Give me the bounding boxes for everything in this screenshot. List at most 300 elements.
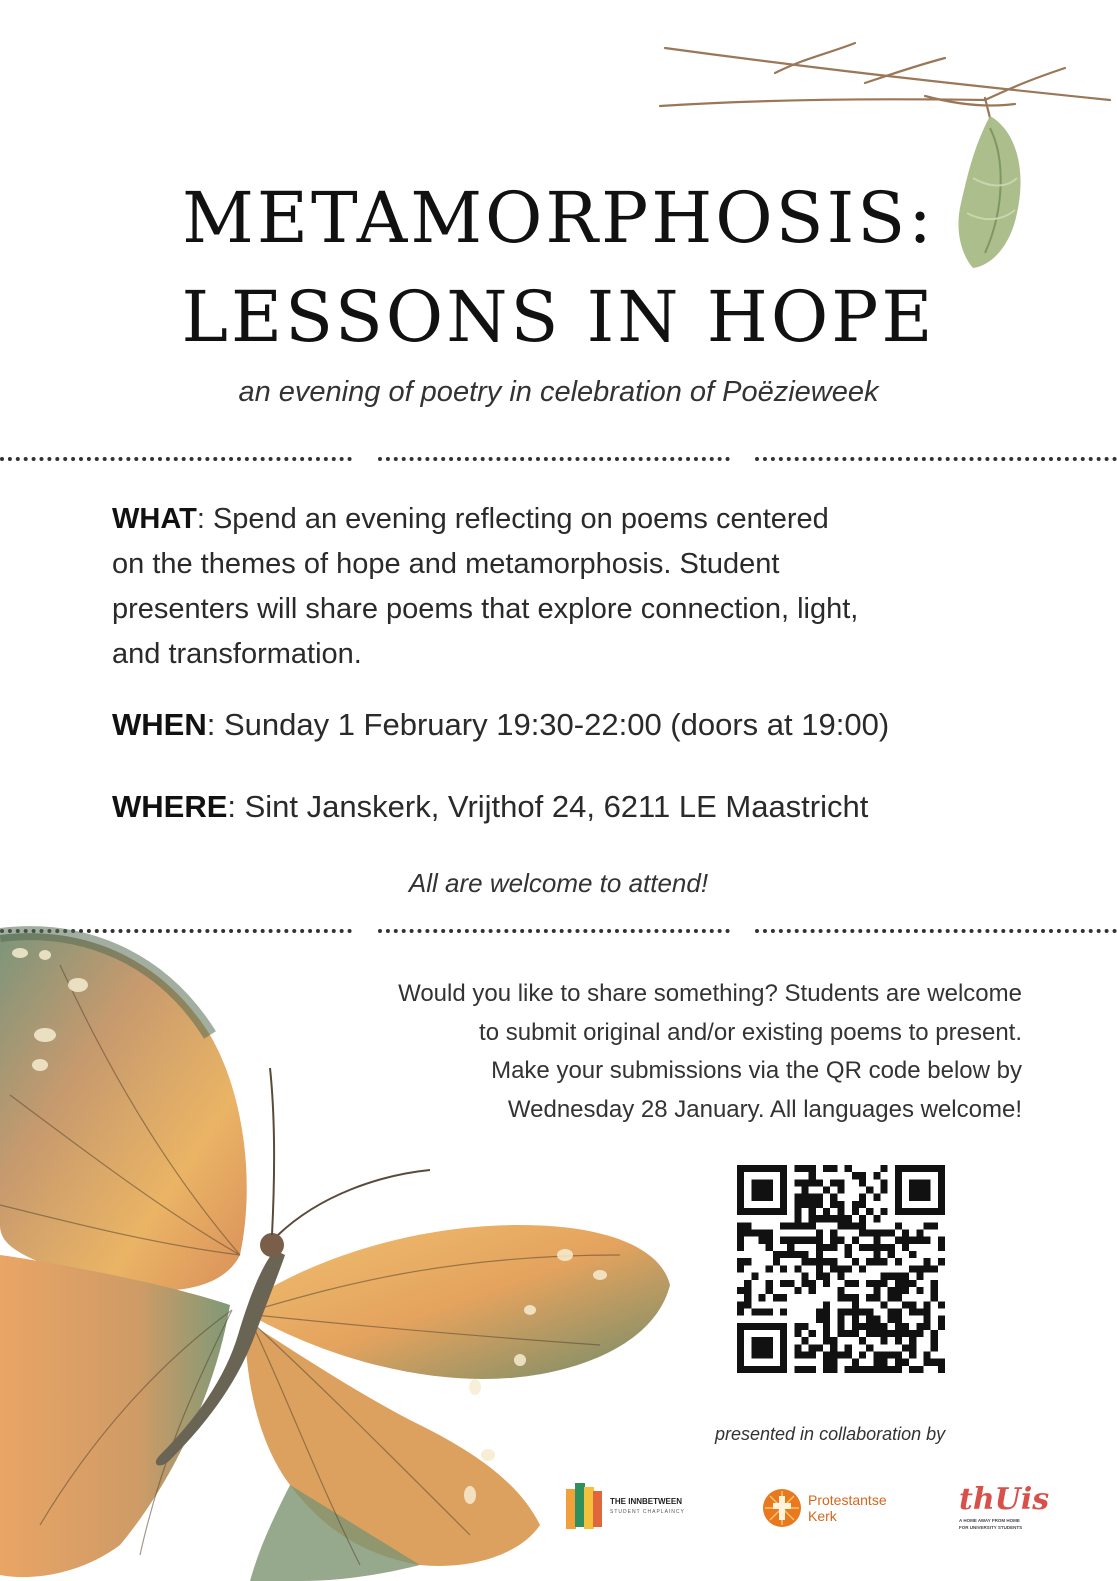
qr-module	[823, 1165, 830, 1172]
qr-module	[794, 1194, 801, 1201]
qr-module	[773, 1323, 780, 1330]
qr-module	[837, 1201, 844, 1208]
qr-module	[816, 1251, 823, 1258]
qr-module	[780, 1359, 787, 1366]
qr-module	[931, 1165, 938, 1172]
qr-module	[873, 1172, 880, 1179]
qr-module	[737, 1222, 744, 1229]
qr-module	[766, 1280, 773, 1287]
qr-module	[802, 1366, 809, 1373]
qr-module	[794, 1265, 801, 1272]
qr-module	[866, 1258, 873, 1265]
qr-module	[773, 1251, 780, 1258]
qr-module	[737, 1230, 744, 1237]
qr-module	[866, 1330, 873, 1337]
qr-module	[916, 1165, 923, 1172]
qr-module	[873, 1316, 880, 1323]
qr-module	[909, 1301, 916, 1308]
qr-module	[923, 1187, 930, 1194]
qr-module	[780, 1237, 787, 1244]
qr-module	[837, 1294, 844, 1301]
qr-module	[852, 1201, 859, 1208]
qr-module	[880, 1187, 887, 1194]
qr-module	[845, 1330, 852, 1337]
qr-module	[744, 1301, 751, 1308]
qr-module	[780, 1337, 787, 1344]
qr-module	[780, 1294, 787, 1301]
qr-module	[737, 1330, 744, 1337]
where-label: WHERE	[112, 789, 228, 824]
qr-module	[938, 1323, 945, 1330]
qr-module	[809, 1237, 816, 1244]
qr-module	[823, 1351, 830, 1358]
qr-module	[837, 1187, 844, 1194]
qr-module	[766, 1244, 773, 1251]
qr-module	[737, 1359, 744, 1366]
qr-module	[737, 1366, 744, 1373]
qr-module	[845, 1165, 852, 1172]
qr-module	[895, 1351, 902, 1358]
qr-module	[931, 1208, 938, 1215]
qr-module	[787, 1280, 794, 1287]
qr-module	[852, 1359, 859, 1366]
qr-module	[923, 1208, 930, 1215]
qr-module	[759, 1323, 766, 1330]
innbetween-name: THE INNBETWEEN	[610, 1497, 682, 1506]
qr-code[interactable]	[737, 1165, 945, 1373]
qr-module	[823, 1244, 830, 1251]
qr-module	[938, 1244, 945, 1251]
qr-module	[794, 1165, 801, 1172]
qr-module	[809, 1179, 816, 1186]
qr-module	[737, 1201, 744, 1208]
qr-module	[845, 1280, 852, 1287]
qr-module	[802, 1187, 809, 1194]
qr-module	[751, 1273, 758, 1280]
title-line-1: METAMORPHOSIS:	[182, 177, 935, 259]
qr-module	[737, 1244, 744, 1251]
qr-module	[816, 1273, 823, 1280]
qr-module	[931, 1344, 938, 1351]
qr-module	[895, 1237, 902, 1244]
qr-module	[845, 1366, 852, 1373]
qr-module	[852, 1301, 859, 1308]
qr-module	[823, 1330, 830, 1337]
qr-module	[802, 1179, 809, 1186]
qr-module	[923, 1316, 930, 1323]
qr-module	[866, 1280, 873, 1287]
qr-module	[780, 1265, 787, 1272]
qr-module	[931, 1359, 938, 1366]
qr-module	[895, 1337, 902, 1344]
qr-module	[830, 1344, 837, 1351]
qr-module	[823, 1366, 830, 1373]
innbetween-logo	[566, 1483, 706, 1533]
qr-module	[794, 1201, 801, 1208]
qr-module	[802, 1222, 809, 1229]
qr-module	[823, 1359, 830, 1366]
qr-module	[909, 1208, 916, 1215]
thuis-sub-1: A HOME AWAY FROM HOME	[959, 1518, 1020, 1523]
qr-module	[909, 1337, 916, 1344]
qr-module	[787, 1244, 794, 1251]
qr-module	[737, 1208, 744, 1215]
qr-module	[780, 1201, 787, 1208]
qr-module	[837, 1287, 844, 1294]
qr-module	[759, 1194, 766, 1201]
collaboration-label: presented in collaboration by	[715, 1424, 946, 1444]
qr-module	[759, 1165, 766, 1172]
qr-module	[830, 1179, 837, 1186]
qr-module	[859, 1172, 866, 1179]
qr-module	[916, 1273, 923, 1280]
qr-module	[852, 1172, 859, 1179]
qr-module	[809, 1208, 816, 1215]
qr-module	[873, 1251, 880, 1258]
qr-module	[909, 1179, 916, 1186]
qr-module	[809, 1222, 816, 1229]
qr-module	[938, 1366, 945, 1373]
qr-module	[852, 1222, 859, 1229]
qr-module	[909, 1194, 916, 1201]
qr-module	[880, 1359, 887, 1366]
qr-module	[859, 1215, 866, 1222]
qr-module	[902, 1359, 909, 1366]
qr-module	[802, 1201, 809, 1208]
qr-module	[837, 1323, 844, 1330]
what-label: WHAT	[112, 503, 197, 535]
qr-module	[866, 1316, 873, 1323]
qr-module	[802, 1194, 809, 1201]
qr-module	[780, 1172, 787, 1179]
thuis-name: thUis	[959, 1482, 1050, 1517]
qr-module	[909, 1187, 916, 1194]
qr-module	[744, 1287, 751, 1294]
qr-module	[845, 1222, 852, 1229]
qr-module	[931, 1280, 938, 1287]
qr-module	[744, 1222, 751, 1229]
qr-module	[787, 1251, 794, 1258]
what-section	[112, 497, 1032, 677]
qr-module	[737, 1301, 744, 1308]
qr-module	[873, 1215, 880, 1222]
qr-module	[780, 1179, 787, 1186]
subtitle: an evening of poetry in celebration of Poëzieweek	[238, 376, 879, 408]
protestantse-line-1: Protestantse	[808, 1492, 887, 1508]
qr-module	[737, 1237, 744, 1244]
qr-module	[737, 1172, 744, 1179]
qr-module	[823, 1301, 830, 1308]
innbetween-sub: STUDENT CHAPLAINCY	[610, 1509, 685, 1515]
qr-module	[809, 1344, 816, 1351]
qr-module	[938, 1301, 945, 1308]
qr-module	[809, 1172, 816, 1179]
thuis-logo	[955, 1482, 1050, 1536]
qr-module	[816, 1258, 823, 1265]
qr-module	[895, 1187, 902, 1194]
qr-module	[938, 1172, 945, 1179]
qr-module	[902, 1344, 909, 1351]
qr-module	[909, 1280, 916, 1287]
qr-module	[816, 1316, 823, 1323]
qr-module	[909, 1308, 916, 1315]
qr-module	[766, 1179, 773, 1186]
submission-line-3: Make your submissions via the QR code below by	[491, 1057, 1022, 1084]
qr-module	[859, 1265, 866, 1272]
qr-module	[895, 1280, 902, 1287]
qr-module	[852, 1280, 859, 1287]
qr-module	[759, 1179, 766, 1186]
qr-module	[859, 1230, 866, 1237]
qr-module	[809, 1194, 816, 1201]
qr-module	[737, 1344, 744, 1351]
protestantse-line-2: Kerk	[808, 1508, 837, 1524]
qr-module	[780, 1351, 787, 1358]
qr-module	[773, 1294, 780, 1301]
divider-top-1	[0, 457, 352, 461]
qr-module	[802, 1337, 809, 1344]
qr-module	[888, 1330, 895, 1337]
qr-module	[737, 1287, 744, 1294]
qr-module	[773, 1165, 780, 1172]
qr-module	[823, 1208, 830, 1215]
qr-module	[823, 1337, 830, 1344]
qr-module	[909, 1237, 916, 1244]
qr-module	[873, 1330, 880, 1337]
qr-module	[909, 1351, 916, 1358]
qr-module	[902, 1330, 909, 1337]
qr-module	[830, 1201, 837, 1208]
qr-module	[909, 1330, 916, 1337]
qr-module	[895, 1316, 902, 1323]
qr-module	[895, 1287, 902, 1294]
qr-module	[759, 1308, 766, 1315]
qr-module	[823, 1187, 830, 1194]
qr-module	[859, 1308, 866, 1315]
qr-module	[837, 1237, 844, 1244]
qr-module	[816, 1215, 823, 1222]
title-line-2: LESSONS IN HOPE	[181, 276, 936, 358]
qr-module	[859, 1323, 866, 1330]
qr-module	[802, 1351, 809, 1358]
qr-module	[830, 1258, 837, 1265]
qr-module	[859, 1179, 866, 1186]
qr-module	[780, 1222, 787, 1229]
qr-module	[794, 1237, 801, 1244]
qr-module	[766, 1308, 773, 1315]
qr-module	[923, 1194, 930, 1201]
qr-module	[888, 1351, 895, 1358]
qr-module	[737, 1265, 744, 1272]
qr-module	[859, 1351, 866, 1358]
qr-module	[880, 1337, 887, 1344]
qr-module	[766, 1208, 773, 1215]
qr-module	[859, 1337, 866, 1344]
qr-module	[888, 1316, 895, 1323]
qr-module	[830, 1237, 837, 1244]
qr-module	[902, 1301, 909, 1308]
qr-module	[751, 1165, 758, 1172]
qr-module	[895, 1165, 902, 1172]
qr-module	[909, 1265, 916, 1272]
qr-module	[802, 1237, 809, 1244]
qr-module	[737, 1165, 744, 1172]
qr-module	[938, 1258, 945, 1265]
qr-module	[809, 1330, 816, 1337]
qr-module	[780, 1330, 787, 1337]
qr-module	[837, 1316, 844, 1323]
qr-module	[744, 1280, 751, 1287]
qr-module	[802, 1323, 809, 1330]
qr-module	[880, 1165, 887, 1172]
qr-module	[837, 1265, 844, 1272]
qr-module	[773, 1366, 780, 1373]
qr-module	[931, 1265, 938, 1272]
qr-module	[737, 1323, 744, 1330]
qr-module	[916, 1366, 923, 1373]
qr-module	[895, 1366, 902, 1373]
qr-module	[859, 1222, 866, 1229]
qr-module	[859, 1194, 866, 1201]
qr-module	[744, 1208, 751, 1215]
qr-module	[873, 1194, 880, 1201]
qr-module	[916, 1287, 923, 1294]
qr-module	[794, 1366, 801, 1373]
qr-module	[823, 1258, 830, 1265]
qr-module	[880, 1179, 887, 1186]
qr-module	[830, 1366, 837, 1373]
qr-module	[845, 1351, 852, 1358]
qr-module	[938, 1359, 945, 1366]
qr-module	[888, 1244, 895, 1251]
qr-module	[895, 1194, 902, 1201]
qr-module	[916, 1230, 923, 1237]
qr-module	[794, 1222, 801, 1229]
qr-module	[931, 1294, 938, 1301]
qr-module	[837, 1179, 844, 1186]
qr-module	[923, 1359, 930, 1366]
qr-module	[902, 1237, 909, 1244]
qr-module	[916, 1187, 923, 1194]
qr-module	[766, 1323, 773, 1330]
what-line-1: : Spend an evening reflecting on poems centered	[196, 503, 829, 535]
qr-module	[823, 1323, 830, 1330]
qr-module	[902, 1208, 909, 1215]
qr-module	[902, 1287, 909, 1294]
submission-text	[262, 975, 1022, 1129]
qr-module	[888, 1230, 895, 1237]
qr-module	[794, 1179, 801, 1186]
qr-module	[880, 1230, 887, 1237]
qr-module	[823, 1308, 830, 1315]
qr-module	[866, 1187, 873, 1194]
qr-module	[809, 1287, 816, 1294]
qr-module	[830, 1215, 837, 1222]
qr-module	[909, 1366, 916, 1373]
qr-module	[852, 1258, 859, 1265]
qr-module	[780, 1208, 787, 1215]
qr-module	[845, 1344, 852, 1351]
qr-module	[737, 1258, 744, 1265]
qr-module	[830, 1230, 837, 1237]
qr-module	[895, 1308, 902, 1315]
qr-module	[766, 1337, 773, 1344]
qr-module	[895, 1273, 902, 1280]
qr-module	[837, 1222, 844, 1229]
qr-module	[873, 1287, 880, 1294]
qr-module	[859, 1201, 866, 1208]
what-line-4: and transformation.	[112, 638, 362, 670]
qr-module	[852, 1323, 859, 1330]
qr-module	[873, 1366, 880, 1373]
qr-module	[916, 1237, 923, 1244]
qr-module	[923, 1351, 930, 1358]
qr-module	[759, 1187, 766, 1194]
qr-module	[830, 1165, 837, 1172]
qr-module	[766, 1287, 773, 1294]
qr-module	[823, 1215, 830, 1222]
qr-module	[916, 1179, 923, 1186]
qr-module	[888, 1366, 895, 1373]
qr-module	[794, 1351, 801, 1358]
qr-module	[852, 1237, 859, 1244]
qr-module	[880, 1280, 887, 1287]
qr-module	[909, 1251, 916, 1258]
qr-module	[931, 1222, 938, 1229]
qr-module	[880, 1301, 887, 1308]
qr-module	[895, 1330, 902, 1337]
qr-module	[938, 1208, 945, 1215]
qr-module	[852, 1366, 859, 1373]
qr-module	[866, 1366, 873, 1373]
sunburst-cross-icon	[762, 1488, 802, 1528]
what-line-2: on the themes of hope and metamorphosis. Student	[112, 548, 780, 580]
when-section	[112, 702, 1032, 747]
qr-module	[830, 1337, 837, 1344]
qr-module	[802, 1251, 809, 1258]
qr-module	[751, 1187, 758, 1194]
qr-module	[873, 1244, 880, 1251]
qr-module	[744, 1258, 751, 1265]
qr-module	[744, 1323, 751, 1330]
qr-module	[816, 1179, 823, 1186]
qr-module	[816, 1265, 823, 1272]
qr-module	[787, 1222, 794, 1229]
qr-module	[880, 1323, 887, 1330]
qr-module	[794, 1251, 801, 1258]
qr-module	[744, 1230, 751, 1237]
qr-module	[794, 1215, 801, 1222]
qr-module	[873, 1258, 880, 1265]
qr-module	[895, 1179, 902, 1186]
qr-module	[852, 1208, 859, 1215]
qr-module	[938, 1316, 945, 1323]
qr-module	[866, 1294, 873, 1301]
qr-module	[802, 1165, 809, 1172]
qr-module	[902, 1244, 909, 1251]
qr-module	[809, 1366, 816, 1373]
qr-module	[845, 1294, 852, 1301]
divider-bottom-3	[755, 929, 1117, 933]
qr-module	[787, 1237, 794, 1244]
qr-module	[751, 1308, 758, 1315]
qr-module	[737, 1187, 744, 1194]
submission-line-2: to submit original and/or existing poems to present.	[479, 1018, 1022, 1046]
qr-module	[830, 1351, 837, 1358]
qr-module	[809, 1165, 816, 1172]
qr-module	[923, 1165, 930, 1172]
qr-module	[780, 1323, 787, 1330]
